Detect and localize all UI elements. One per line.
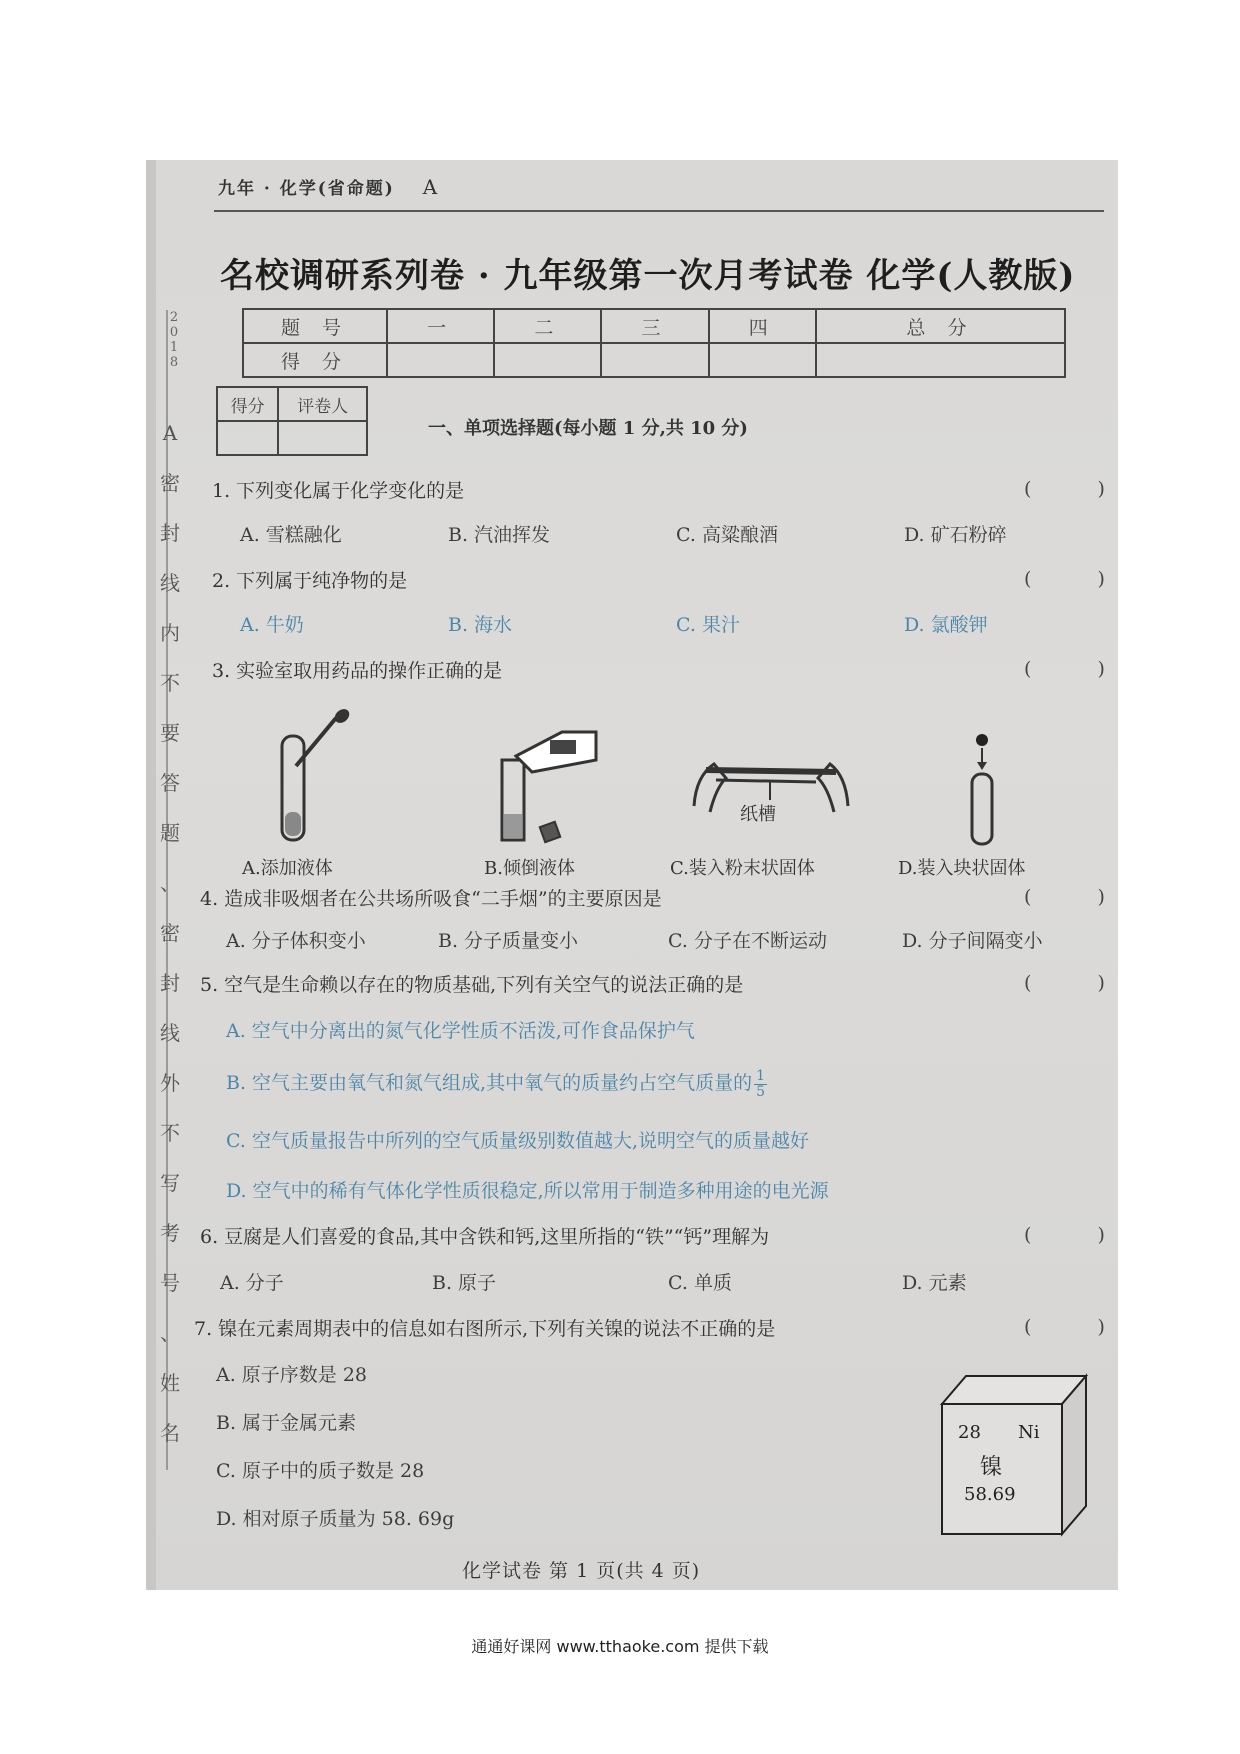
grader-table [216, 386, 368, 456]
score-cell[interactable] [601, 343, 708, 377]
question-2-stem: 2. 下列属于纯净物的是 [212, 570, 408, 592]
option-d: D. 矿石粉碎 [904, 524, 1007, 546]
option-a: A.添加液体 [242, 858, 333, 879]
score-header-cell: 一 [387, 309, 494, 343]
score-cell[interactable] [816, 343, 1065, 377]
exam-title: 名校调研系列卷 · 九年级第一次月考试卷 化学(人教版) [220, 256, 1076, 296]
option-a: A. 牛奶 [240, 614, 304, 636]
option-a: A. 原子序数是 28 [216, 1364, 368, 1386]
score-row-label: 得 分 [243, 343, 387, 377]
score-cell[interactable] [709, 343, 816, 377]
option-d: D. 氯酸钾 [904, 614, 988, 636]
option-b: B. 属于金属元素 [216, 1412, 357, 1434]
answer-blank[interactable]: ( ) [1024, 972, 1135, 994]
option-c: C. 单质 [668, 1272, 732, 1294]
option-a: A. 雪糕融化 [240, 524, 342, 546]
header-subtitle: 九年 · 化学(省命题) [218, 179, 395, 199]
nickel-element-card [936, 1370, 1096, 1540]
option-d: D. 元素 [902, 1272, 967, 1294]
option-b: B.倾倒液体 [484, 858, 575, 879]
option-d: D. 相对原子质量为 58. 69g [216, 1508, 455, 1530]
option-c: C.装入粉末状固体 [670, 858, 815, 879]
score-header-cell: 三 [601, 309, 708, 343]
option-a: A. 分子 [220, 1272, 284, 1294]
option-a: A. 空气中分离出的氮气化学性质不活泼,可作食品保护气 [226, 1020, 695, 1042]
grader-score-header: 得分 [217, 387, 278, 421]
question-5-stem: 5. 空气是生命赖以存在的物质基础,下列有关空气的说法正确的是 [200, 974, 744, 996]
question-4-stem: 4. 造成非吸烟者在公共场所吸食“二手烟”的主要原因是 [200, 888, 662, 910]
block-solid-figure [962, 728, 1002, 848]
paper-header [218, 174, 439, 199]
option-c: C. 空气质量报告中所列的空气质量级别数值越大,说明空气的质量越好 [226, 1130, 809, 1152]
question-7-stem: 7. 镍在元素周期表中的信息如右图所示,下列有关镍的说法不正确的是 [194, 1318, 776, 1340]
section-title: 一、单项选择题(每小题 1 分,共 10 分) [428, 418, 748, 439]
grader-name-header: 评卷人 [278, 387, 367, 421]
score-header-cell: 总 分 [816, 309, 1065, 343]
option-c: C. 果汁 [676, 614, 740, 636]
download-credit: 通通好课网 www.tthaoke.com 提供下载 [471, 1637, 769, 1656]
atomic-mass: 58.69 [964, 1484, 1016, 1505]
dropper-test-tube-figure [266, 708, 376, 848]
option-b: B. 分子质量变小 [438, 930, 579, 952]
option-b [226, 1068, 767, 1100]
atomic-number: 28 [958, 1422, 981, 1443]
exam-paper [146, 160, 1135, 1590]
side-year: 2 0 1 8 [169, 310, 179, 370]
one-fifth-fraction: $\frac{1}{5}$ [756, 1067, 766, 1100]
score-header-cell: 四 [709, 309, 816, 343]
question-1-stem: 1. 下列变化属于化学变化的是 [212, 480, 465, 502]
score-header-cell: 题 号 [243, 309, 387, 343]
answer-blank[interactable]: ( ) [1024, 658, 1135, 680]
score-header-cell: 二 [494, 309, 601, 343]
option-b: B. 汽油挥发 [448, 524, 551, 546]
option-a: A. 分子体积变小 [226, 930, 366, 952]
element-symbol: Ni [1018, 1422, 1040, 1443]
option-b: B. 海水 [448, 614, 513, 636]
option-b: B. 原子 [432, 1272, 497, 1294]
option-d: D. 分子间隔变小 [902, 930, 1043, 952]
question-6-stem: 6. 豆腐是人们喜爱的食品,其中含铁和钙,这里所指的“铁”“钙”理解为 [200, 1226, 770, 1248]
option-d: D. 空气中的稀有气体化学性质很稳定,所以常用于制造多种用途的电光源 [226, 1180, 829, 1202]
option-d: D.装入块状固体 [898, 858, 1026, 879]
option-c: C. 分子在不断运动 [668, 930, 827, 952]
page-footer: 化学试卷 第 1 页(共 4 页) [462, 1560, 701, 1582]
seal-line-notice: A 密 封 线 内 不 要 答 题 、 密 封 线 外 不 写 考 号 、 姓 名 [160, 421, 180, 1445]
answer-blank[interactable]: ( ) [1024, 1224, 1135, 1246]
element-name: 镍 [980, 1455, 1003, 1480]
answer-blank[interactable]: ( ) [1024, 886, 1135, 908]
score-cell[interactable] [494, 343, 601, 377]
score-cell[interactable] [387, 343, 494, 377]
option-c: C. 原子中的质子数是 28 [216, 1460, 425, 1482]
answer-blank[interactable]: ( ) [1024, 1316, 1135, 1338]
grader-score-cell[interactable] [217, 421, 278, 455]
answer-blank[interactable]: ( ) [1024, 568, 1135, 590]
answer-blank[interactable]: ( ) [1024, 478, 1135, 500]
score-table [242, 308, 1066, 378]
option-b-text: B. 空气主要由氧气和氮气组成,其中氧气的质量约占空气质量的 [226, 1072, 753, 1094]
option-c: C. 高粱酿酒 [676, 524, 778, 546]
question-3-stem: 3. 实验室取用药品的操作正确的是 [212, 660, 503, 682]
paper-trough-label: 纸槽 [740, 804, 776, 825]
header-version: A [422, 175, 440, 199]
pouring-liquid-figure [492, 720, 612, 850]
grader-name-cell[interactable] [278, 421, 367, 455]
header-rule [214, 210, 1104, 212]
binding-edge [146, 160, 156, 1590]
